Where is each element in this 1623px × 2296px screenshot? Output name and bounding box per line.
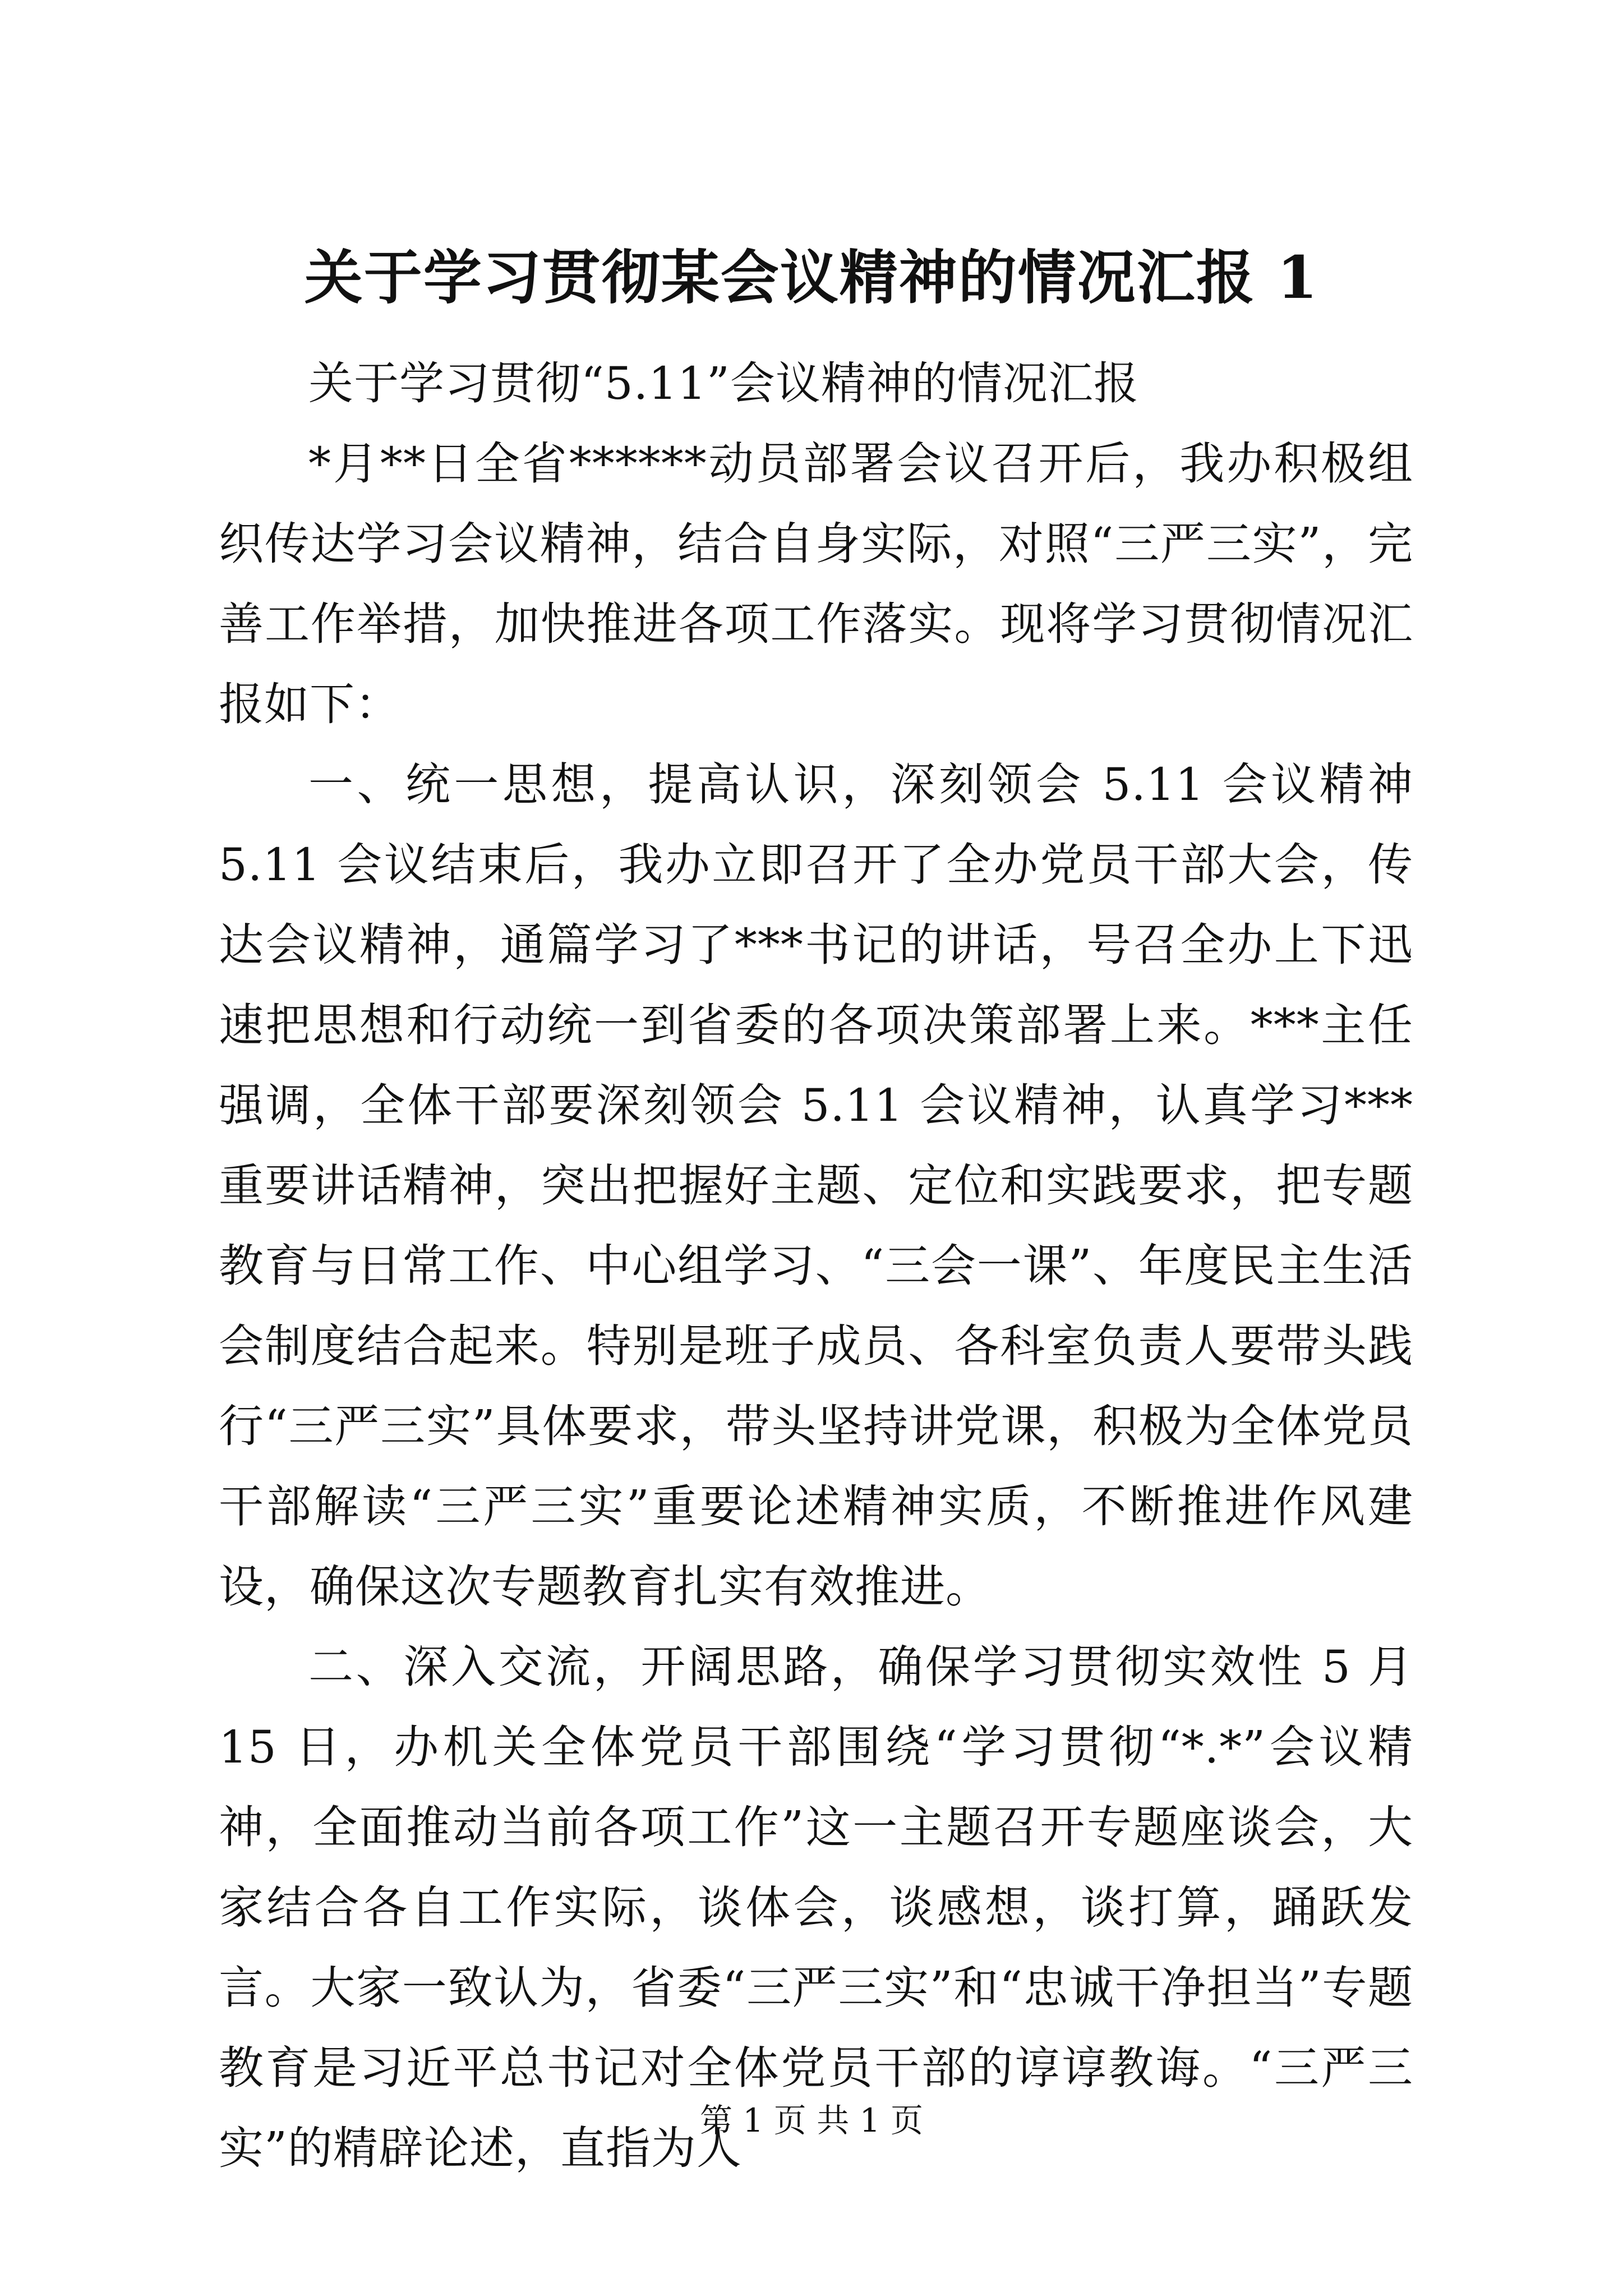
intro-paragraph: *月**日全省******动员部署会议召开后，我办积极组织传达学习会议精神，结合自身实际，对照“三严三实”，完善工作举措，加快推进各项工作落实。现将学习贯彻情况汇报如下：	[219, 438, 1413, 730]
subtitle-paragraph: 关于学习贯彻“5.11”会议精神的情况汇报	[308, 357, 1139, 409]
document-title: 关于学习贯彻某会议精神的情况汇报 1	[304, 243, 1319, 312]
page-number-footer: 第 1 页 共 1 页	[700, 2101, 923, 2139]
section-two-paragraph: 二、深入交流，开阔思路，确保学习贯彻实效性 5 月 15 日，办机关全体党员干部围绕“学习贯彻“*.*”会议精神，全面推动当前各项工作”这一主题召开专题座谈会，大家结合各自工作实际，谈体会，谈感想，谈打算，踊跃发言。大家一致认为，省委“三严三实”和“忠诚干净担当”专题教育是习近平总书记对全体党员干部的谆谆教诲。“三严三实”的精辟论述，直指为人	[219, 1641, 1413, 2174]
document-body	[219, 343, 1413, 2188]
section-one-paragraph: 一、统一思想，提高认识，深刻领会 5.11 会议精神 5.11 会议结束后，我办立即召开了全办党员干部大会，传达会议精神，通篇学习了***书记的讲话，号召全办上下迅速把思想和行动统一到省委的各项决策部署上来。***主任强调，全体干部要深刻领会 5.11 会议精神，认真学习***重要讲话精神，突出把握好主题、定位和实践要求，把专题教育与日常工作、中心组学习、“三会一课”、年度民主生活会制度结合起来。特别是班子成员、各科室负责人要带头践行“三严三实”具体要求，带头坚持讲党课，积极为全体党员干部解读“三严三实”重要论述精神实质，不断推进作风建设，确保这次专题教育扎实有效推进。	[219, 758, 1413, 1613]
